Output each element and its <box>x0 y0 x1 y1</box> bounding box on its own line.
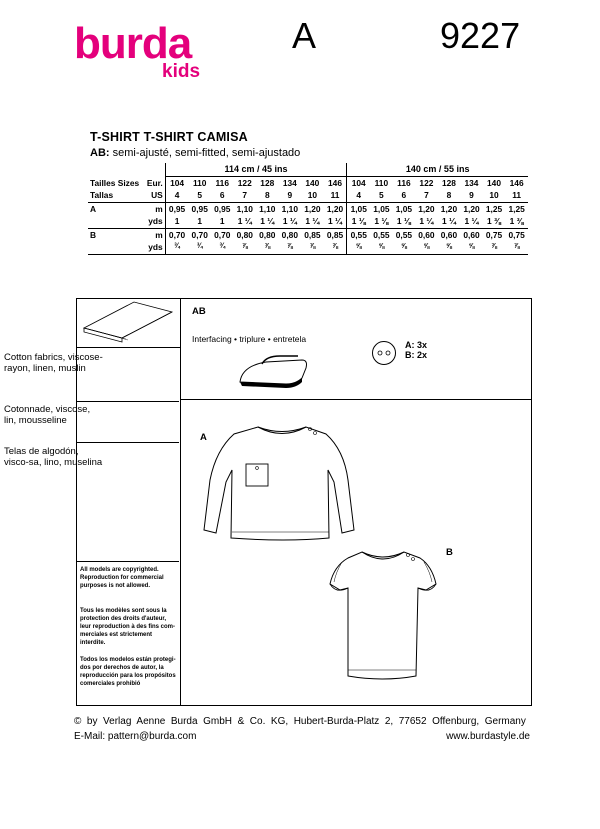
label-us: US <box>139 189 165 202</box>
size-cell: 122 <box>419 177 434 188</box>
size-cell: 0,55 <box>370 228 393 241</box>
size-cell: 116 <box>215 177 229 188</box>
size-cell: 0,60 <box>415 228 438 241</box>
footer-copyright: © by Verlag Aenne Burda GmbH & Co. KG, Hubert-Burda-Platz 2, 77652 Offenburg, Germany <box>74 716 526 727</box>
size-cell: 0,85 <box>324 228 347 241</box>
pattern-letter: A <box>292 15 317 56</box>
size-cell: 0,80 <box>256 228 279 241</box>
size-cell: 6 <box>401 190 407 201</box>
size-cell: 1 <box>197 216 203 227</box>
size-cell: 11 <box>324 189 347 202</box>
size-cell: 1 ¼ <box>305 216 320 227</box>
view-a-label: A <box>200 432 207 443</box>
size-cell: 1,05 <box>393 202 416 215</box>
range-1: 114 cm / 45 ins <box>165 163 347 176</box>
tshirt-b-sketch <box>328 548 443 693</box>
size-cell: 1,10 <box>256 202 279 215</box>
size-cell: 0,70 <box>165 228 188 241</box>
size-cell: 1,20 <box>301 202 324 215</box>
size-cell: 1,05 <box>347 202 370 215</box>
size-cell: 1,25 <box>483 202 506 215</box>
size-cell: ⅞ <box>256 241 279 254</box>
size-cell: 9 <box>287 190 293 201</box>
size-cell: 134 <box>282 177 297 188</box>
size-cell: ⅝ <box>347 241 370 254</box>
size-cell: 1,10 <box>279 202 302 215</box>
fit-code: AB: <box>90 147 110 159</box>
size-cell: 1 <box>219 216 225 227</box>
size-cell: 1 ⅛ <box>374 216 389 227</box>
size-cell: 122 <box>237 177 252 188</box>
size-cell: 11 <box>512 190 522 201</box>
size-cell: 146 <box>509 177 524 188</box>
size-cell: 1,20 <box>324 202 347 215</box>
iron-icon <box>236 352 316 392</box>
unit-yds-b: yds <box>139 241 165 254</box>
size-cell: ¾ <box>188 241 211 254</box>
footer-email[interactable]: E-Mail: pattern@burda.com <box>74 731 197 742</box>
size-cell: 0,55 <box>393 228 416 241</box>
size-cell: 7 <box>424 190 429 201</box>
size-cell: 5 <box>197 190 203 201</box>
size-cell: ¾ <box>165 241 188 254</box>
size-cell: 10 <box>489 190 499 201</box>
garment-fit <box>90 147 300 159</box>
size-cell: 0,80 <box>234 228 257 241</box>
unit-m-a: m <box>139 202 165 215</box>
size-cell: 104 <box>170 177 185 188</box>
fabric-en: Cotton fabrics, viscose-rayon, linen, muslin <box>4 352 103 374</box>
brand-logo <box>74 19 201 82</box>
size-cell: ⅝ <box>438 241 461 254</box>
size-cell: ⅞ <box>324 241 347 254</box>
model-b-label: B <box>88 228 139 241</box>
fabric-icon <box>76 298 179 348</box>
size-cell: 0,70 <box>211 228 234 241</box>
fabric-es: Telas de algodón, visco-sa, lino, muselina <box>4 446 103 468</box>
copyright-fr: Tous les modèles sont sous la protection des droits d'auteur, leur reproduction à des fins com-merciales est strictement interdite. <box>80 608 176 646</box>
size-cell: ⅝ <box>415 241 438 254</box>
size-cell: 0,85 <box>301 228 324 241</box>
size-cell: 0,60 <box>438 228 461 241</box>
size-cell: 104 <box>351 177 366 188</box>
size-cell: 0,95 <box>188 202 211 215</box>
fabric-fr: Cotonnade, viscose, lin, mousseline <box>4 404 91 426</box>
garment-title: T-SHIRT T-SHIRT CAMISA <box>90 130 248 144</box>
size-cell: ⅝ <box>370 241 393 254</box>
size-cell: 4 <box>356 190 362 201</box>
size-cell: ¾ <box>211 241 234 254</box>
size-cell: ⅝ <box>393 241 416 254</box>
size-cell: 0,60 <box>460 228 483 241</box>
size-cell: 1 ⅛ <box>396 216 411 227</box>
label-sizes: Tailles Sizes <box>90 177 140 188</box>
copyright-en: All models are copyrighted. Reproduction for commercial purposes is not allowed. <box>80 567 164 589</box>
size-cell: 1 ¼ <box>260 216 275 227</box>
size-cell: 1,05 <box>370 202 393 215</box>
interfacing-text: Interfacing • triplure • entretela <box>192 334 307 344</box>
copyright-es: Todos los modelos están protegi-dos por derechos de autor, la reproducción para los propósitos comerciales prohibió <box>80 657 176 687</box>
size-cell: 0,80 <box>279 228 302 241</box>
size-cell: 6 <box>219 190 225 201</box>
size-cell: ⅞ <box>301 241 324 254</box>
size-cell: ⅝ <box>460 241 483 254</box>
size-cell: 0,75 <box>483 228 506 241</box>
size-cell: 5 <box>379 190 384 201</box>
size-cell: 1 ⅜ <box>509 216 524 227</box>
size-cell: 1,20 <box>438 202 461 215</box>
size-cell: ⅞ <box>505 241 528 254</box>
label-tallas: Tallas <box>90 190 114 201</box>
label-eur: Eur. <box>139 176 165 189</box>
fabric-swatch <box>76 298 180 348</box>
size-cell: 110 <box>192 177 207 188</box>
model-a-label: A <box>88 202 139 215</box>
size-cell: ⅞ <box>234 241 257 254</box>
size-cell: 9 <box>469 190 474 201</box>
size-cell: 7 <box>242 190 248 201</box>
size-cell: 1,25 <box>505 202 528 215</box>
footer-address <box>74 716 530 727</box>
size-cell: 0,55 <box>347 228 370 241</box>
unit-yds-a: yds <box>139 215 165 228</box>
size-cell: 1 ¼ <box>419 216 434 227</box>
buttons-count <box>405 340 427 360</box>
size-cell: 128 <box>441 177 456 188</box>
size-cell: 1 ¼ <box>282 216 297 227</box>
buttons-a: A: 3x <box>405 340 428 350</box>
button-icon <box>370 340 400 368</box>
size-cell: 110 <box>374 177 389 188</box>
size-cell: 1 ¼ <box>324 215 347 228</box>
size-table <box>88 163 528 255</box>
size-cell: 1 ⅜ <box>487 216 501 227</box>
size-cell: 116 <box>397 177 411 188</box>
buttons-b: B: 2x <box>405 350 428 360</box>
footer-contact <box>74 731 530 742</box>
size-cell: 1 ¼ <box>464 216 479 227</box>
fit-text: semi-ajusté, semi-fitted, semi-ajustado <box>109 147 301 159</box>
size-cell: 1,10 <box>234 202 257 215</box>
size-cell: 134 <box>464 177 479 188</box>
size-cell: 8 <box>264 190 270 201</box>
size-cell: 8 <box>446 190 452 201</box>
brand-sub: kids <box>162 61 201 82</box>
size-cell: ⅞ <box>483 241 506 254</box>
size-cell: 0,95 <box>165 202 188 215</box>
size-cell: 1 ¼ <box>237 216 252 227</box>
size-cell: 140 <box>487 177 501 188</box>
view-b-label: B <box>446 547 453 558</box>
size-cell: 1,20 <box>415 202 438 215</box>
pattern-number: 9227 <box>440 15 521 56</box>
size-cell: 10 <box>307 190 318 201</box>
size-cell: 1 <box>174 216 180 227</box>
size-cell: 1 ⅛ <box>351 216 366 227</box>
footer-website[interactable]: www.burdastyle.de <box>446 731 530 742</box>
size-cell: 1,20 <box>460 202 483 215</box>
unit-m-b: m <box>139 228 165 241</box>
size-cell: ⅞ <box>279 241 302 254</box>
range-2: 140 cm / 55 ins <box>347 163 528 176</box>
size-cell: 0,75 <box>505 228 528 241</box>
size-cell: 4 <box>174 190 180 201</box>
size-cell: 1 ¼ <box>441 216 456 227</box>
size-cell: 0,70 <box>188 228 211 241</box>
brand-name: burda <box>74 19 192 68</box>
size-cell: 140 <box>305 177 320 188</box>
view-ab-label: AB <box>192 306 206 317</box>
size-cell: 146 <box>324 176 347 189</box>
tshirt-a-sketch <box>196 420 371 555</box>
size-cell: 128 <box>260 177 275 188</box>
size-cell: 0,95 <box>211 202 234 215</box>
